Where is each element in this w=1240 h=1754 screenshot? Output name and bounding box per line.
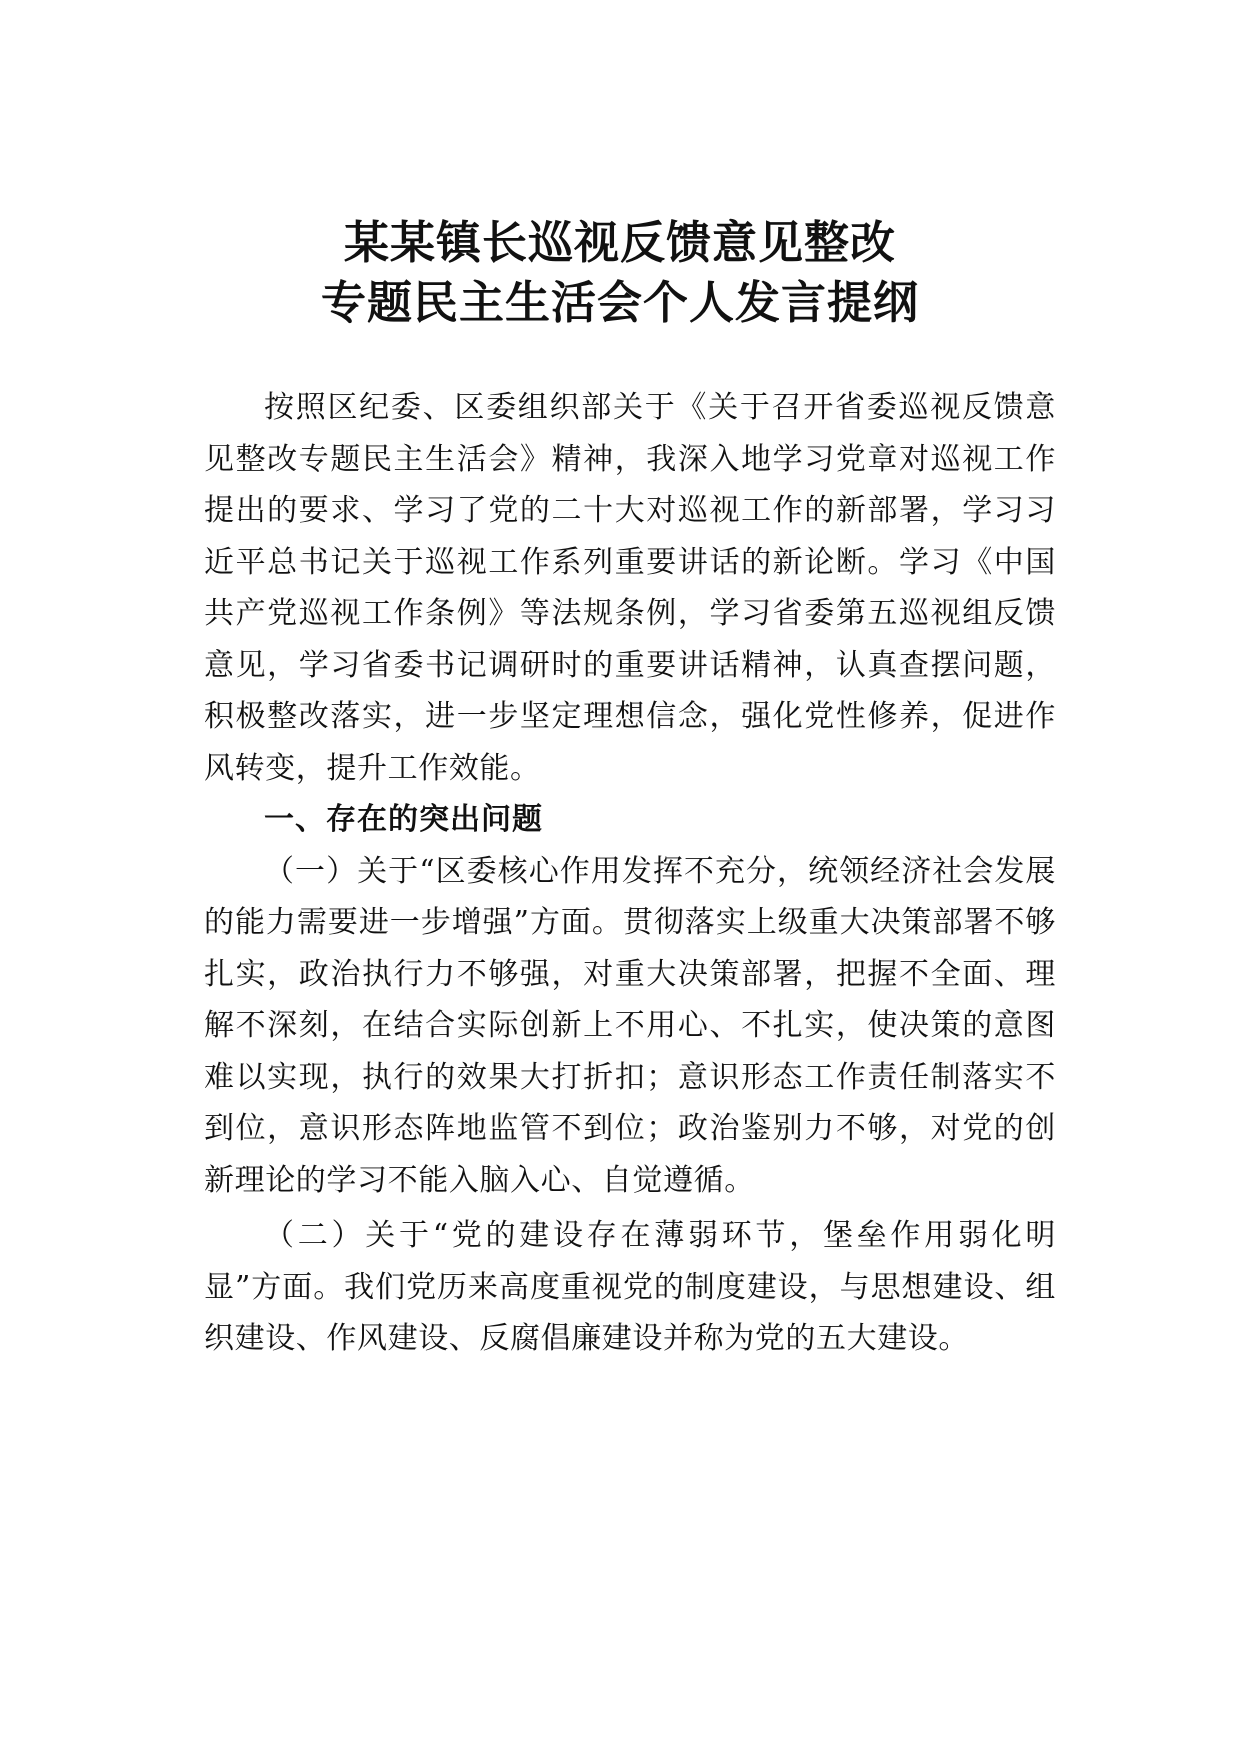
- section-heading: 一、存在的突出问题: [264, 802, 543, 837]
- document-title: [0, 213, 1240, 333]
- title-line-1: 某某镇长巡视反馈意见整改: [343, 216, 896, 269]
- intro-paragraph: 按照区纪委、区委组织部关于《关于召开省委巡视反馈意见整改专题民主生活会》精神，我深入地学习党章对巡视工作提出的要求、学习了党的二十大对巡视工作的新部署，学习习近平总书记关于巡视工作系列重要讲话的新论断。学习《中国共产党巡视工作条例》等法规条例，学习省委第五巡视组反馈意见，学习省委书记调研时的重要讲话精神，认真查摆问题，积极整改落实，进一步坚定理想信念，强化党性修养，促进作风转变，提升工作效能。: [204, 390, 1056, 786]
- document-body: [204, 382, 1056, 1365]
- body-paragraph-2: （二）关于“党的建设存在薄弱环节，堡垒作用弱化明显”方面。我们党历来高度重视党的制度建设，与思想建设、组织建设、作风建设、反腐倡廉建设并称为党的五大建设。: [204, 1218, 1056, 1356]
- body-paragraph-1: （一）关于“区委核心作用发挥不充分，统领经济社会发展的能力需要进一步增强”方面。贯彻落实上级重大决策部署不够扎实，政治执行力不够强，对重大决策部署，把握不全面、理解不深刻，在结合实际创新上不用心、不扎实，使决策的意图难以实现，执行的效果大打折扣；意识形态工作责任制落实不到位，意识形态阵地监管不到位；政治鉴别力不够，对党的创新理论的学习不能入脑入心、自觉遵循。: [204, 853, 1056, 1198]
- title-line-2: 专题民主生活会个人发言提纲: [320, 276, 919, 329]
